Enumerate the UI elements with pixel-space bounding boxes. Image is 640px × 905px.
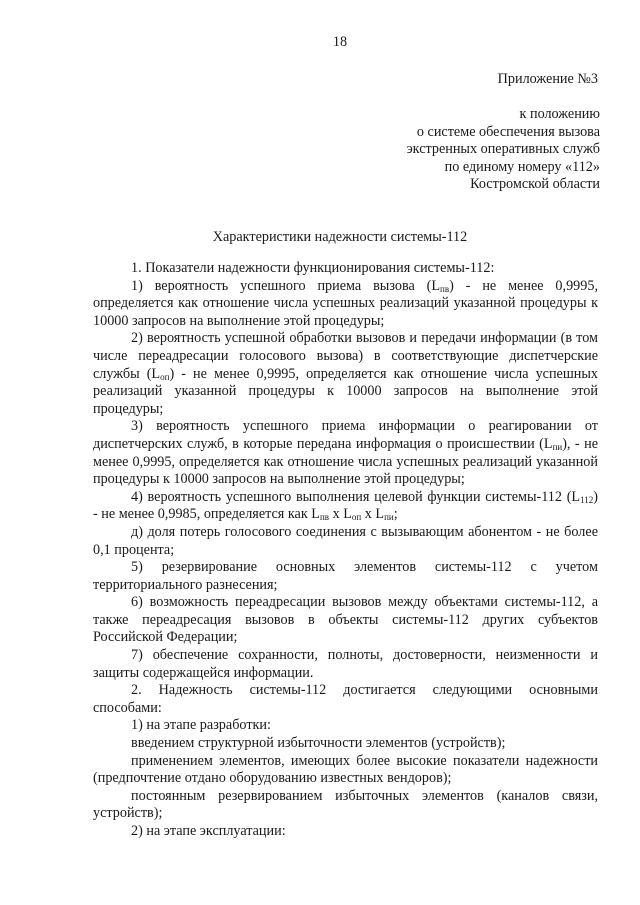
paragraph: 3) вероятность успешного приема информации о реагировании от диспетчерских служб, в которые передана информация о происшествии $(L_{пи})$, - не менее 0,9995, определяется как отношение числа успешных реализаций указанной процедуры к 10000 запросов на выполнение этой процедуры; [93,418,598,488]
paragraph: 2. Надежность системы-112 достигается следующими основными способами: [93,682,598,716]
paragraph: 6) возможность переадресации вызовов между объектами системы-112, а также переадресация вызовов в объекты системы-112 других субъектов Российской Федерации; [93,594,598,646]
paragraph: 4) вероятность успешного выполнения целевой функции системы-112 $(L_{112})$ - не менее 0,9985, определяется как $L_{пв}$ x $L_{оп}$ x $L_{пи}$; [93,488,598,523]
regulation-line: Костромской области [470,176,600,193]
regulation-reference [407,106,600,194]
document-body [93,260,598,841]
paragraph: 1) вероятность успешного приема вызова $(L_{пв})$ - не менее 0,9995, определяется как отношение числа успешных реализаций указанной процедуры к 10000 запросов на выполнение этой процедуры; [93,277,598,329]
paragraph: применением элементов, имеющих более высокие показатели надежности (предпочтение отдано оборудованию известных вендоров); [93,752,598,787]
appendix-title: Приложение №3 [497,71,598,87]
paragraph: 1. Показатели надежности функционирования системы-112: [131,260,495,276]
paragraph: введением структурной избыточности элементов (устройств); [131,735,506,752]
regulation-line: по единому номеру «112» [444,158,600,175]
paragraph: постоянным резервированием избыточных элементов (каналов связи, устройств); [93,787,598,822]
page-number: 18 [332,34,348,50]
paragraph: 7) обеспечение сохранности, полноты, достоверности, неизменности и защиты содержащейся информации. [93,647,598,681]
paragraph: 5) резервирование основных элементов системы-112 с учетом территориального разнесения; [93,559,598,593]
regulation-line: к положению [519,106,600,122]
document-title: Характеристики надежности системы-112 [212,229,468,245]
paragraph: 2) вероятность успешной обработки вызовов и передачи информации (в том числе переадресации голосового вызова) в соответствующие диспетчерские службы $(L_{оп})$ - не менее 0,9995, определяется как отношение числа успешных реализаций указанной процедуры к 10000 запросов на выполнение этой процедуры; [93,330,599,417]
paragraph: 1) на этапе разработки: [131,717,271,734]
regulation-line: экстренных оперативных служб [406,141,600,158]
regulation-line: о системе обеспечения вызова [416,123,600,140]
paragraph: 2) на этапе эксплуатации: [131,823,286,839]
paragraph: д) доля потерь голосового соединения с вызывающим абонентом - не более 0,1 процента; [93,523,598,558]
